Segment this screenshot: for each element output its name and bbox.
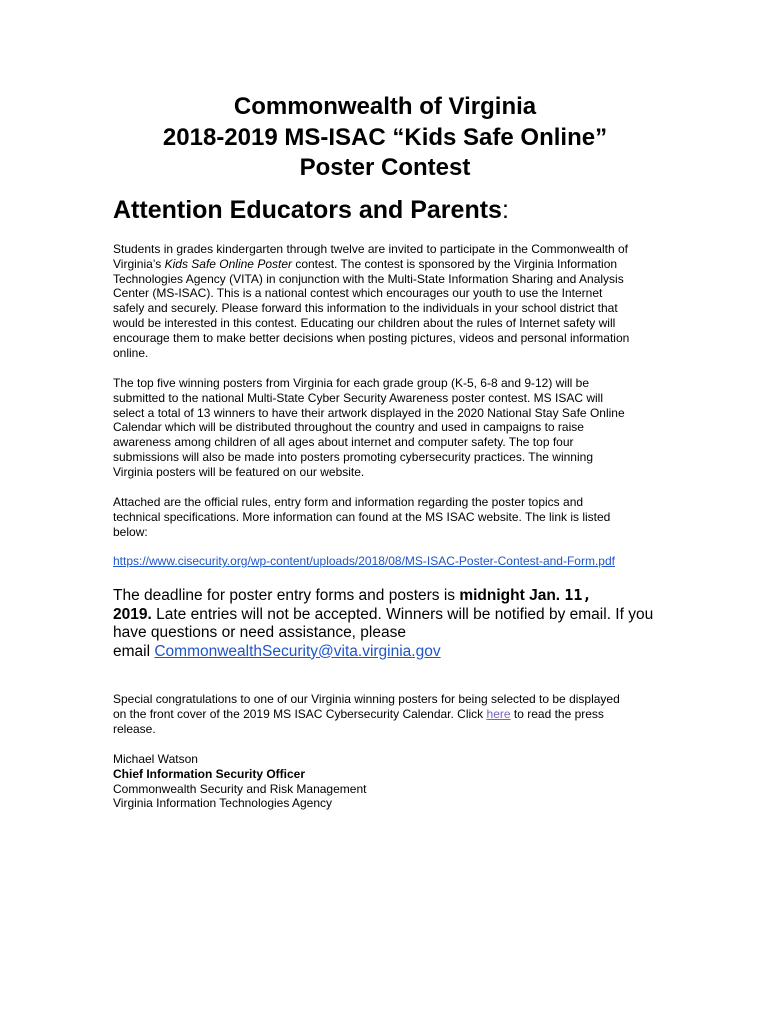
title-line-3: Poster Contest [299,154,471,181]
document-title [0,92,770,184]
text-run: Virginia’s [113,256,165,271]
attachments-paragraph [113,495,663,539]
text-run: email [113,642,155,660]
paragraph-line: Special congratulations to one of our Virginia winning posters for being selected to be displayed [113,692,620,706]
deadline-line: have questions or need assistance, please [113,624,406,641]
paragraph-line: submissions will also be made into posters promoting cybersecurity practices. The winning [113,449,593,464]
winners-paragraph [113,376,663,480]
text-run: The deadline for poster entry forms and posters is [113,587,460,604]
deadline-line [113,606,653,625]
paragraph-line: safely and securely. Please forward this information to the individuals in your school district that [113,301,618,316]
paragraph-line [113,257,663,272]
paragraph-line: Virginia posters will be featured on our website. [113,464,365,479]
text-run: Late entries will not be accepted. Winners will be notified by email. If you [151,605,654,623]
paragraph-line [113,707,663,722]
deadline-day: 11, [564,586,592,604]
deadline-notice [113,586,653,661]
contest-form-link-line [113,554,615,568]
signer-department: Commonwealth Security and Risk Management [113,781,367,796]
paragraph-line: technical specifications. More information can found at the MS ISAC website. The link is listed [113,509,611,524]
paragraph-line: Students in grades kindergarten through twelve are invited to participate in the Commonwealth of [113,242,628,256]
paragraph-line: online. [113,345,149,360]
paragraph-line: The top five winning posters from Virginia for each grade group (K-5, 6-8 and 9-12) will be [113,376,590,390]
title-line-1: Commonwealth of Virginia [233,93,537,120]
paragraph-line: would be interested in this contest. Educating our children about the rules of Internet safety will [113,315,616,330]
signer-agency: Virginia Information Technologies Agency [113,796,333,811]
paragraph-line: awareness among children of all ages about internet and computer safety. The top four [113,435,574,450]
signature-block [113,752,366,811]
paragraph-line: Calendar which will be distributed throughout the country and used in campaigns to raise [113,420,584,435]
paragraph-line: release. [113,721,156,736]
deadline-line [113,586,653,606]
text-run: contest. The contest is sponsored by the Virginia Information [292,256,618,271]
paragraph-line: Center (MS-ISAC). This is a national contest which encourages our youth to use the Internet [113,286,603,301]
section-heading [113,196,509,225]
press-release-link[interactable]: here [486,706,511,721]
paragraph-line: select a total of 13 winners to have their artwork displayed in the 2020 National Stay Safe Online [113,405,625,420]
deadline-date: midnight Jan. [459,587,565,604]
paragraph-line: Attached are the official rules, entry form and information regarding the poster topics and [113,495,584,509]
email-link[interactable]: CommonwealthSecurity@vita.virginia.gov [154,642,441,660]
title-line-2: 2018-2019 MS-ISAC “Kids Safe Online” [162,123,608,151]
deadline-line [113,643,653,662]
paragraph-line: Technologies Agency (VITA) in conjunction with the Multi-State Information Sharing and Analysis [113,271,624,286]
deadline-year: 2019. [113,605,152,623]
heading-colon: : [501,196,509,224]
paragraph-line: below: [113,524,148,539]
heading-text: Attention Educators and Parents [113,196,502,224]
signer-name: Michael Watson [113,752,198,766]
paragraph-line: encourage them to make better decisions when posting pictures, videos and personal information [113,330,630,345]
text-run: to read the press [510,706,604,721]
paragraph-line: submitted to the national Multi-State Cyber Security Awareness poster contest. MS ISAC will [113,390,603,405]
contest-form-link[interactable]: https://www.cisecurity.org/wp-content/uploads/2018/08/MS-ISAC-Poster-Contest-and-Form.pdf [113,554,615,568]
contest-name-emphasis: Kids Safe Online Poster [164,256,292,271]
congratulations-paragraph [113,692,663,736]
intro-paragraph [113,242,663,360]
text-run: on the front cover of the 2019 MS ISAC Cybersecurity Calendar. Click [113,706,487,721]
signer-title: Chief Information Security Officer [113,766,306,781]
